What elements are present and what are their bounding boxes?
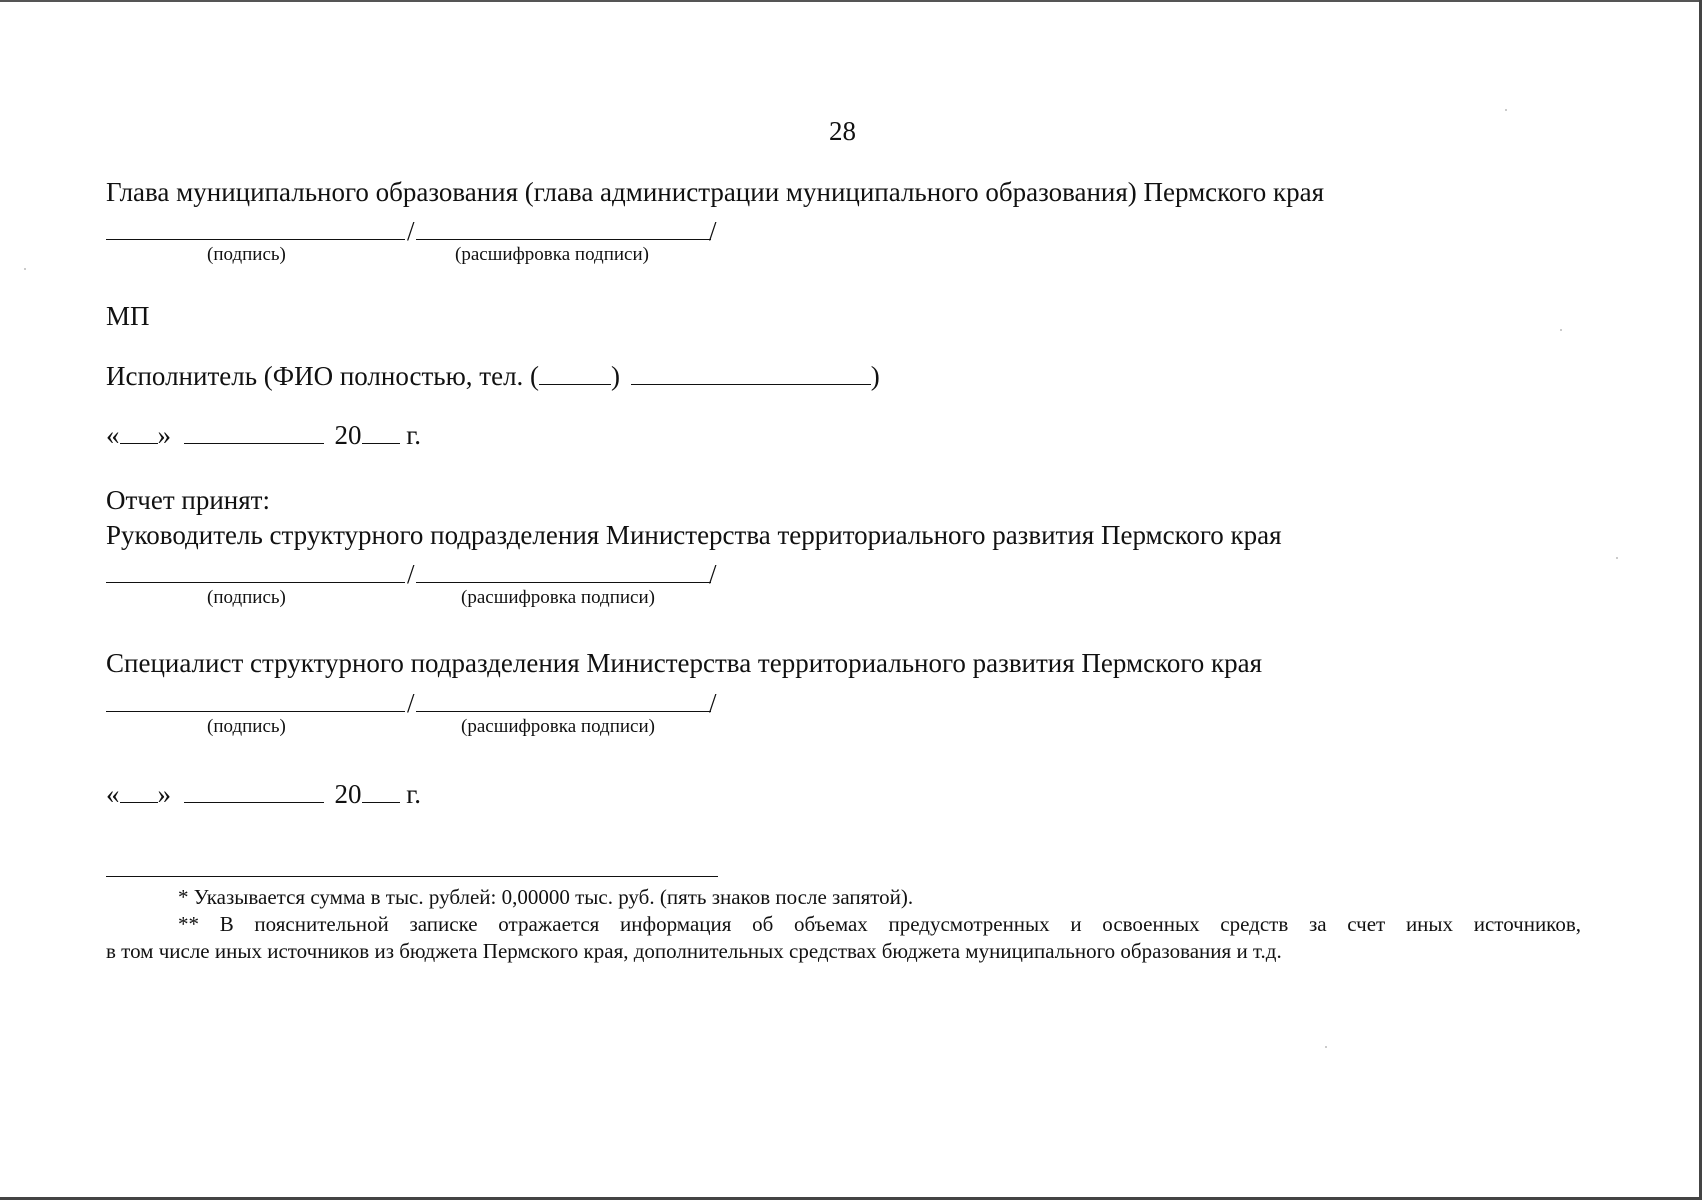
date-2-close-quote: »	[157, 779, 171, 809]
head-signature-slash-1: /	[407, 216, 415, 246]
scan-speck	[24, 268, 26, 270]
scan-speck	[1505, 109, 1507, 111]
date-1-year-suffix: г.	[406, 420, 422, 450]
specialist-signature-line[interactable]	[106, 710, 405, 712]
date-1-day-field[interactable]	[120, 421, 158, 444]
date-2-month-field[interactable]	[184, 780, 324, 803]
footnote-2-line-2: в том числе иных источников из бюджета Пермского края, дополнительных средствах бюджета муниципального образования и т.д.	[106, 939, 1282, 963]
dept-head-slash-2: /	[709, 559, 717, 589]
date-1-year-field[interactable]	[362, 421, 400, 444]
dept-head-decode-line[interactable]	[416, 581, 711, 583]
stamp-placeholder: МП	[106, 301, 150, 331]
executor-close-paren-2: )	[870, 361, 880, 391]
specialist-sign-caption: (подпись)	[207, 716, 286, 737]
scan-speck	[1560, 329, 1562, 331]
page-number: 28	[829, 116, 856, 146]
executor-line	[106, 360, 880, 392]
head-signature-line[interactable]	[106, 238, 405, 240]
specialist-slash-2: /	[709, 688, 717, 718]
date-1-close-quote: »	[157, 420, 171, 450]
date-1-open-quote: «	[106, 420, 120, 450]
accepted-label: Отчет принят:	[106, 485, 270, 515]
date-2-day-field[interactable]	[120, 780, 158, 803]
specialist-title: Специалист структурного подразделения Министерства территориального развития Пермского края	[106, 648, 1262, 678]
dept-head-slash-1: /	[407, 559, 415, 589]
footnote-1: * Указывается сумма в тыс. рублей: 0,00000 тыс. руб. (пять знаков после запятой).	[178, 885, 914, 909]
head-decode-caption: (расшифровка подписи)	[455, 244, 649, 265]
date-2-year-suffix: г.	[406, 779, 422, 809]
dept-head-sign-caption: (подпись)	[207, 587, 286, 608]
dept-head-decode-caption: (расшифровка подписи)	[461, 587, 655, 608]
date-2-year-field[interactable]	[362, 780, 400, 803]
date-1-year-prefix: 20	[334, 420, 362, 450]
executor-label: Исполнитель (ФИО полностью, тел. (	[106, 361, 540, 391]
specialist-decode-caption: (расшифровка подписи)	[461, 716, 655, 737]
date-2-open-quote: «	[106, 779, 120, 809]
date-1-month-field[interactable]	[184, 421, 324, 444]
head-signature-slash-2: /	[709, 216, 717, 246]
scan-speck	[1325, 1046, 1327, 1048]
executor-close-paren-1: )	[611, 361, 621, 391]
date-line-2	[106, 778, 421, 810]
department-head-title: Руководитель структурного подразделения Министерства территориального развития Пермского края	[106, 520, 1282, 550]
footnote-separator	[106, 876, 718, 877]
scan-speck	[1616, 557, 1618, 559]
phone-code-field[interactable]	[539, 362, 611, 385]
scan-edge-top	[0, 0, 1702, 2]
specialist-decode-line[interactable]	[416, 710, 711, 712]
date-2-year-prefix: 20	[334, 779, 362, 809]
footnote-2-line-1: ** В пояснительной записке отражается информация об объемах предусмотренных и освоенных средств за счет иных источников,	[178, 912, 1581, 936]
dept-head-signature-line[interactable]	[106, 581, 405, 583]
head-sign-caption: (подпись)	[207, 244, 286, 265]
specialist-slash-1: /	[407, 688, 415, 718]
head-decode-line[interactable]	[416, 238, 711, 240]
phone-number-field[interactable]	[631, 362, 871, 385]
head-title: Глава муниципального образования (глава администрации муниципального образования) Пермского края	[106, 177, 1325, 207]
date-line-1	[106, 419, 421, 451]
